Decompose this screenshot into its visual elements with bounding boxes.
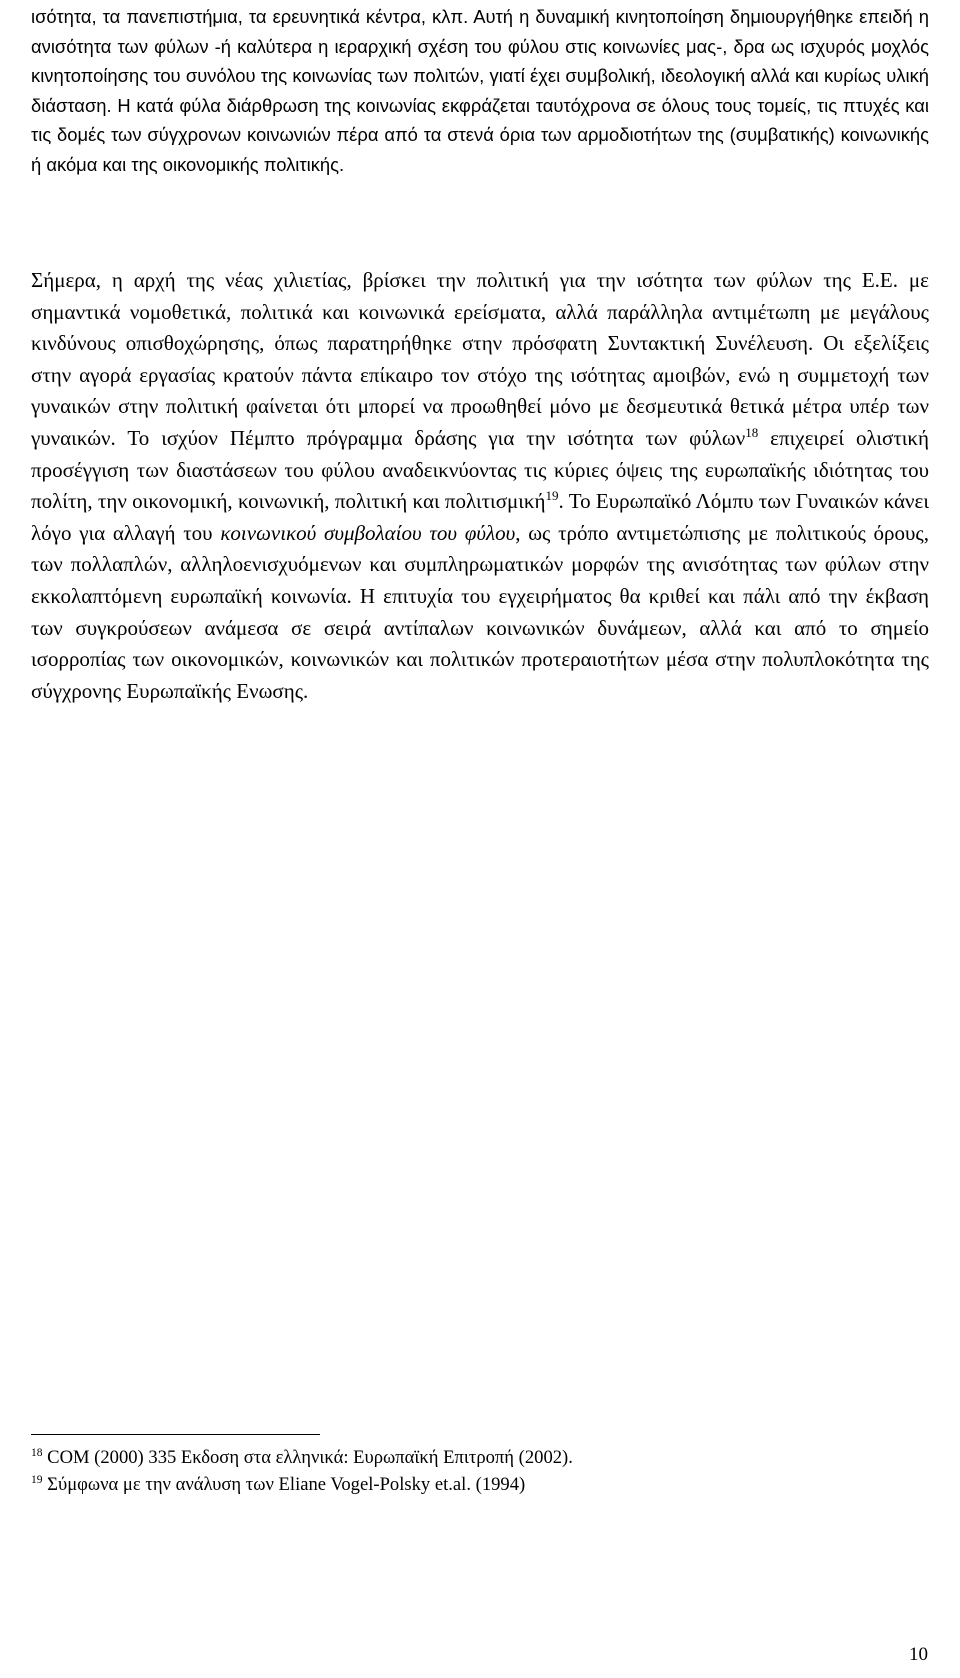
footnote-separator	[31, 1434, 320, 1435]
footnote-19	[31, 1474, 525, 1496]
paragraph-1	[31, 2, 929, 180]
paragraph-2-text-part2: επιχειρεί ολιστική προσέγγιση των διαστάσεων του φύλου αναδεικνύοντας τις κύριες όψεις της ευρωπαϊκής ιδιότητας του πολίτη, την οικονομική, κοινωνική, πολιτική και πολιτισμική	[31, 425, 929, 514]
footnote-number: 19	[31, 1473, 43, 1486]
footnote-18	[31, 1447, 573, 1469]
paragraph-2-text-part3: . Το Ευρωπαϊκό Λόμπυ των Γυναικών κάνει λόγο για αλλαγή του	[31, 489, 929, 545]
footnote-number: 18	[31, 1446, 43, 1459]
italic-phrase: κοινωνικού συμβολαίου του φύλου	[220, 520, 516, 545]
paragraph-2-text-part1: Σήμερα, η αρχή της νέας χιλιετίας, βρίσκει την πολιτική για την ισότητα των φύλων της Ε.Ε. με σημαντικά νομοθετικά, πολιτικά και κοινωνικά ερείσματα, αλλά παράλληλα αντιμέτωπη με μεγάλους κινδύνους οπισθοχώρησης, όπως παρατηρήθηκε στην πρόσφατη Συντακτική Συνέλευση. Οι εξελίξεις στην αγορά εργασίας κρατούν πάντα επίκαιρο τον στόχο της ισότητας αμοιβών, ενώ η συμμετοχή των γυναικών στην πολιτική φαίνεται ότι μπορεί να προωθηθεί μόνο με δεσμευτικά θετικά μέτρα υπέρ των γυναικών. Το ισχύον Πέμπτο πρόγραμμα δράσης για την ισότητα των φύλων	[31, 268, 929, 450]
paragraph-1-text: ισότητα, τα πανεπιστήμια, τα ερευνητικά κέντρα, κλπ. Αυτή η δυναμική κινητοποίηση δημιουργήθηκε επειδή η ανισότητα των φύλων -ή καλύτερα η ιεραρχική σχέση του φύλου στις κοινωνίες μας-, δρα ως ισχυρός μοχλός κινητοποίησης του συνόλου της κοινωνίας των πολιτών, γιατί έχει συμβολική, ιδεολογική αλλά και κυρίως υλική διάσταση. Η κατά φύλα διάρθρωση της κοινωνίας εκφράζεται ταυτόχρονα σε όλους τους τομείς, τις πτυχές και τις δομές των σύγχρονων κοινωνιών πέρα από τα στενά όρια των αρμοδιοτήτων της (συμβατικής) κοινωνικής ή ακόμα και της οικονομικής πολιτικής.	[31, 6, 929, 175]
page-number: 10	[909, 1644, 928, 1665]
paragraph-2	[31, 265, 929, 707]
footnote-ref-19[interactable]: 19	[545, 488, 559, 504]
footnote-text: COM (2000) 335 Εκδοση στα ελληνικά: Ευρωπαϊκή Επιτροπή (2002).	[42, 1447, 573, 1468]
footnote-text: Σύμφωνα με την ανάλυση των Eliane Vogel-Polsky et.al. (1994)	[42, 1474, 526, 1495]
paragraph-2-text-part4: , ως τρόπο αντιμετώπισης με πολιτικούς όρους, των πολλαπλών, αλληλοενισχυόμενων και συμπληρωματικών μορφών της ανισότητας των φύλων στην εκκολαπτόμενη ευρωπαϊκή κοινωνία. Η επιτυχία του εγχειρήματος θα κριθεί και πάλι από την έκβαση των συγκρούσεων ανάμεσα σε σειρά αντίπαλων κοινωνικών δυνάμεων, αλλά και από το σημείο ισορροπίας των οικονομικών, κοινωνικών και πολιτικών προτεραιοτήτων μέσα στην πολυπλοκότητα της σύγχρονης Ευρωπαϊκής Ενωσης.	[31, 520, 929, 703]
footnote-ref-18[interactable]: 18	[745, 424, 759, 440]
